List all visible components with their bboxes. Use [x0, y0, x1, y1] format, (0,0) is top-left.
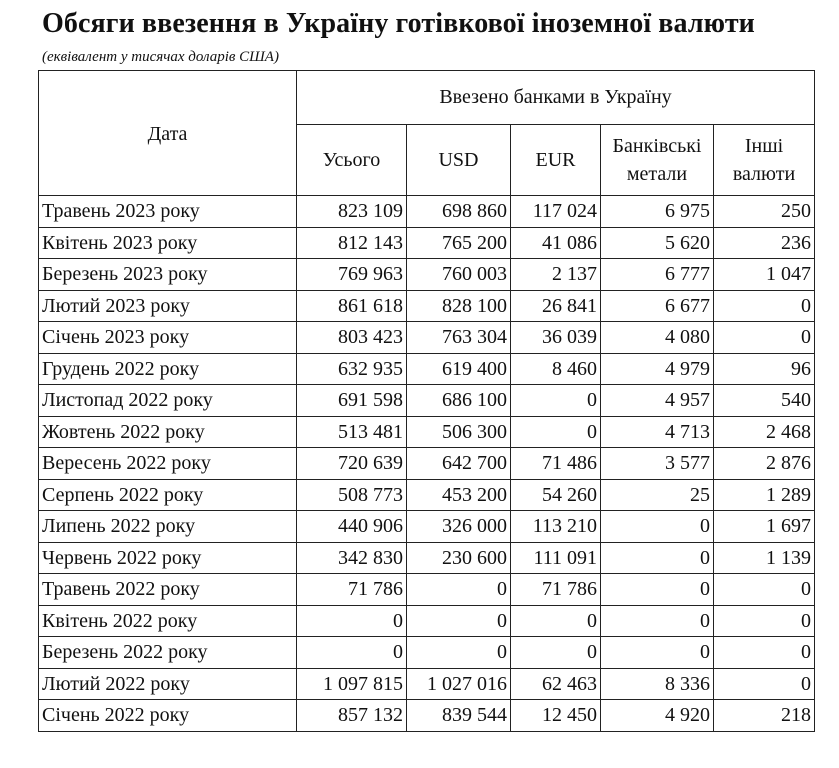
- other-currencies-cell: 540: [714, 385, 815, 417]
- eur-cell: 0: [511, 637, 601, 669]
- other-currencies-cell: 0: [714, 637, 815, 669]
- total-cell: 632 935: [297, 353, 407, 385]
- eur-cell: 113 210: [511, 511, 601, 543]
- column-header-line: Банківські: [612, 135, 702, 157]
- column-header-line: Інші: [744, 135, 784, 157]
- total-cell: 0: [297, 637, 407, 669]
- date-cell: Січень 2022 року: [39, 700, 297, 732]
- eur-cell: 71 786: [511, 574, 601, 606]
- total-cell: 823 109: [297, 196, 407, 228]
- total-cell: 769 963: [297, 259, 407, 291]
- other-currencies-cell: 1 139: [714, 542, 815, 574]
- date-cell: Лютий 2023 року: [39, 290, 297, 322]
- eur-cell: 2 137: [511, 259, 601, 291]
- usd-cell: 0: [407, 574, 511, 606]
- table-row: [39, 290, 815, 322]
- table-row: [39, 259, 815, 291]
- usd-cell: 453 200: [407, 479, 511, 511]
- column-header-total: [297, 125, 407, 196]
- table-row: [39, 448, 815, 480]
- table-row: [39, 353, 815, 385]
- other-currencies-cell: 0: [714, 605, 815, 637]
- other-currencies-cell: 0: [714, 322, 815, 354]
- table-row: [39, 196, 815, 228]
- currency-import-table: [38, 70, 815, 732]
- table-row: [39, 637, 815, 669]
- bank-metals-cell: 6 777: [601, 259, 714, 291]
- other-currencies-cell: 0: [714, 668, 815, 700]
- usd-cell: 619 400: [407, 353, 511, 385]
- date-cell: Березень 2022 року: [39, 637, 297, 669]
- bank-metals-cell: 0: [601, 637, 714, 669]
- eur-cell: 41 086: [511, 227, 601, 259]
- document-subtitle: (еквівалент у тисячах доларів США): [42, 49, 279, 65]
- other-currencies-cell: 1 289: [714, 479, 815, 511]
- bank-metals-cell: 3 577: [601, 448, 714, 480]
- date-cell: Вересень 2022 року: [39, 448, 297, 480]
- total-cell: 1 097 815: [297, 668, 407, 700]
- total-cell: 720 639: [297, 448, 407, 480]
- column-header-other-currencies: [714, 125, 815, 196]
- bank-metals-cell: 4 979: [601, 353, 714, 385]
- table-row: [39, 322, 815, 354]
- table-row: [39, 605, 815, 637]
- bank-metals-cell: 4 957: [601, 385, 714, 417]
- other-currencies-cell: 2 876: [714, 448, 815, 480]
- date-cell: Травень 2023 року: [39, 196, 297, 228]
- usd-cell: 0: [407, 637, 511, 669]
- usd-cell: 828 100: [407, 290, 511, 322]
- eur-cell: 0: [511, 385, 601, 417]
- bank-metals-cell: 6 975: [601, 196, 714, 228]
- eur-cell: 36 039: [511, 322, 601, 354]
- usd-cell: 1 027 016: [407, 668, 511, 700]
- usd-cell: 698 860: [407, 196, 511, 228]
- other-currencies-cell: 0: [714, 574, 815, 606]
- date-cell: Квітень 2022 року: [39, 605, 297, 637]
- table-row: [39, 227, 815, 259]
- bank-metals-cell: 0: [601, 511, 714, 543]
- usd-cell: 326 000: [407, 511, 511, 543]
- bank-metals-cell: 4 920: [601, 700, 714, 732]
- date-cell: Березень 2023 року: [39, 259, 297, 291]
- other-currencies-cell: 1 047: [714, 259, 815, 291]
- other-currencies-cell: 218: [714, 700, 815, 732]
- usd-cell: 686 100: [407, 385, 511, 417]
- bank-metals-cell: 25: [601, 479, 714, 511]
- bank-metals-cell: 4 713: [601, 416, 714, 448]
- total-cell: 812 143: [297, 227, 407, 259]
- header-row-group: [39, 71, 815, 125]
- bank-metals-cell: 8 336: [601, 668, 714, 700]
- eur-cell: 0: [511, 416, 601, 448]
- eur-cell: 12 450: [511, 700, 601, 732]
- other-currencies-cell: 0: [714, 290, 815, 322]
- other-currencies-cell: 1 697: [714, 511, 815, 543]
- eur-cell: 71 486: [511, 448, 601, 480]
- column-header-line: USD: [438, 149, 479, 171]
- table-row: [39, 479, 815, 511]
- column-header-bank-metals: [601, 125, 714, 196]
- date-cell: Січень 2023 року: [39, 322, 297, 354]
- other-currencies-cell: 250: [714, 196, 815, 228]
- total-cell: 691 598: [297, 385, 407, 417]
- date-cell: Жовтень 2022 року: [39, 416, 297, 448]
- date-cell: Липень 2022 року: [39, 511, 297, 543]
- date-cell: Квітень 2023 року: [39, 227, 297, 259]
- usd-cell: 765 200: [407, 227, 511, 259]
- table-row: [39, 700, 815, 732]
- total-cell: 0: [297, 605, 407, 637]
- total-cell: 857 132: [297, 700, 407, 732]
- date-cell: Листопад 2022 року: [39, 385, 297, 417]
- usd-cell: 839 544: [407, 700, 511, 732]
- column-header-line: валюти: [732, 163, 796, 185]
- total-cell: 71 786: [297, 574, 407, 606]
- column-header-line: метали: [626, 163, 688, 185]
- table-row: [39, 385, 815, 417]
- eur-cell: 111 091: [511, 542, 601, 574]
- bank-metals-cell: 0: [601, 542, 714, 574]
- bank-metals-cell: 0: [601, 605, 714, 637]
- eur-cell: 8 460: [511, 353, 601, 385]
- usd-cell: 642 700: [407, 448, 511, 480]
- column-header-line: Усього: [322, 149, 381, 171]
- table-row: [39, 511, 815, 543]
- date-cell: Травень 2022 року: [39, 574, 297, 606]
- eur-cell: 117 024: [511, 196, 601, 228]
- table-row: [39, 416, 815, 448]
- date-column-header: Дата: [39, 71, 297, 196]
- column-header-usd: [407, 125, 511, 196]
- bank-metals-cell: 5 620: [601, 227, 714, 259]
- table-row: [39, 542, 815, 574]
- usd-cell: 763 304: [407, 322, 511, 354]
- other-currencies-cell: 2 468: [714, 416, 815, 448]
- table-row: [39, 574, 815, 606]
- column-header-eur: [511, 125, 601, 196]
- date-cell: Грудень 2022 року: [39, 353, 297, 385]
- other-currencies-cell: 96: [714, 353, 815, 385]
- eur-cell: 26 841: [511, 290, 601, 322]
- total-cell: 440 906: [297, 511, 407, 543]
- usd-cell: 0: [407, 605, 511, 637]
- usd-cell: 760 003: [407, 259, 511, 291]
- date-cell: Червень 2022 року: [39, 542, 297, 574]
- total-cell: 861 618: [297, 290, 407, 322]
- total-cell: 508 773: [297, 479, 407, 511]
- bank-metals-cell: 0: [601, 574, 714, 606]
- other-currencies-cell: 236: [714, 227, 815, 259]
- total-cell: 513 481: [297, 416, 407, 448]
- bank-metals-cell: 4 080: [601, 322, 714, 354]
- table-row: [39, 668, 815, 700]
- eur-cell: 0: [511, 605, 601, 637]
- column-header-line: EUR: [535, 149, 576, 171]
- eur-cell: 54 260: [511, 479, 601, 511]
- eur-cell: 62 463: [511, 668, 601, 700]
- bank-metals-cell: 6 677: [601, 290, 714, 322]
- date-cell: Серпень 2022 року: [39, 479, 297, 511]
- table-body: [39, 196, 815, 732]
- date-cell: Лютий 2022 року: [39, 668, 297, 700]
- total-cell: 803 423: [297, 322, 407, 354]
- usd-cell: 230 600: [407, 542, 511, 574]
- document-title: Обсяги ввезення в Україну готівкової іноземної валюти: [42, 8, 755, 39]
- usd-cell: 506 300: [407, 416, 511, 448]
- total-cell: 342 830: [297, 542, 407, 574]
- imported-by-banks-header: Ввезено банками в Україну: [297, 71, 815, 125]
